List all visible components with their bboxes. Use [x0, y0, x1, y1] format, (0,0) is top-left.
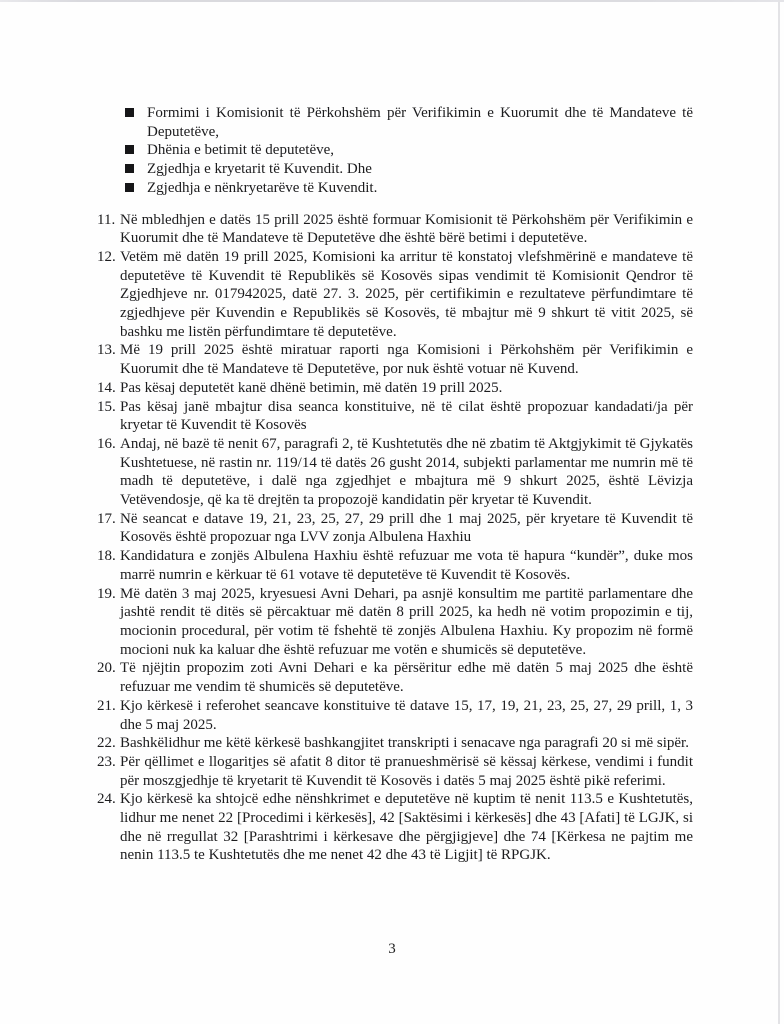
numbered-item-13 — [97, 341, 693, 378]
square-bullet-icon — [125, 179, 147, 192]
numbered-item-20 — [97, 659, 693, 696]
item-text: Vetëm më datën 19 prill 2025, Komisioni ka arritur të konstatoj vlefshmërinë e mandateve të deputetëve të Kuvendit të Republikës së Kosovës sipas vendimit të Komisionit Qendror të Zgjedhjeve nr. 017942025, datë 27. 3. 2025, për certifikimin e rezultateve përfundimtare të zgjedhjeve për Kuvendin e Republikës së Kosovës, të mbajtur më 9 shkurt të vitit 2025, së bashku me listën përfundimtare të deputetëve. — [120, 248, 693, 340]
item-number: 11. — [97, 211, 116, 228]
item-number: 24. — [97, 791, 116, 808]
numbered-item-24 — [97, 790, 693, 865]
numbered-item-15 — [97, 398, 693, 435]
numbered-item-23 — [97, 753, 693, 790]
item-text: Më 19 prill 2025 është miratuar raporti nga Komisioni i Përkohshëm për Verifikimin e Kuorumit dhe të Mandateve të Deputetëve, por nuk është votuar në Kuvend. — [120, 342, 693, 378]
document-content — [97, 104, 693, 865]
numbered-item-22 — [97, 734, 693, 753]
item-number: 18. — [97, 548, 116, 565]
item-text: Andaj, në bazë të nenit 67, paragrafi 2, të Kushtetutës dhe në zbatim të Aktgjykimit të Gjykatës Kushtetuese, në rastin nr. 119/14 të datës 26 gusht 2014, subjekti parlamentar me numrin më të madh të deputetëve, i dalë nga zgjedhjet e mbajtura më 9 shkurt 2025, është Lëvizja Vetëvendosje, që ka të drejtën ta propozojë kandidatin për kryetar të Kuvendit. — [120, 435, 693, 509]
scan-top-edge-line — [0, 0, 784, 2]
numbered-item-18 — [97, 547, 693, 584]
numbered-item-11 — [97, 211, 693, 248]
item-text: Më datën 3 maj 2025, kryesuesi Avni Dehari, pa asnjë konsultim me partitë parlamentare dhe jashtë rendit të ditës së përcaktuar më datën 8 prill 2025, ka hedh në votim propozimin e tij, mocionin procedural, për votim të fshehtë të zonjës Albulena Haxhiu. Ky propozim në formë mocioni nuk ka kaluar dhe është refuzuar me votën e shumicës së deputetëve. — [120, 585, 693, 658]
numbered-item-19 — [97, 585, 693, 660]
square-bullet-icon — [125, 141, 147, 154]
item-number: 15. — [97, 398, 116, 415]
item-text: Në mbledhjen e datës 15 prill 2025 është formuar Komisionit të Përkohshëm për Verifikimin e Kuorumit dhe të Mandateve të Deputetëve dhe është bërë betimi i deputetëve. — [120, 211, 693, 247]
item-number: 20. — [97, 660, 116, 677]
bullet-item — [125, 141, 693, 160]
item-text: Të njëjtin propozim zoti Avni Dehari e ka përsëritur edhe më datën 5 maj 2025 dhe është refuzuar me vendim të shumicës së deputetëve. — [120, 660, 693, 696]
item-number: 14. — [97, 379, 116, 396]
square-bullet-icon — [125, 160, 147, 173]
bullet-text: Zgjedhja e kryetarit të Kuvendit. Dhe — [147, 161, 372, 178]
numbered-item-14 — [97, 379, 693, 398]
item-number: 13. — [97, 342, 116, 359]
item-number: 21. — [97, 697, 116, 714]
item-number: 12. — [97, 248, 116, 265]
item-text: Në seancat e datave 19, 21, 23, 25, 27, 29 prill dhe 1 maj 2025, për kryetare të Kuvendit të Kosovës është propozuar nga LVV zonja Albulena Haxhiu — [120, 510, 693, 546]
numbered-item-17 — [97, 510, 693, 547]
item-text: Bashkëlidhur me këtë kërkesë bashkangjitet transkripti i senacave nga paragrafi 20 si më sipër. — [120, 735, 689, 752]
item-number: 17. — [97, 510, 116, 527]
numbered-item-16 — [97, 435, 693, 510]
bullet-text: Dhënia e betimit të deputetëve, — [147, 142, 335, 159]
item-text: Pas kësaj deputetët kanë dhënë betimin, më datën 19 prill 2025. — [120, 379, 503, 396]
scan-right-edge-line — [778, 0, 780, 1024]
numbered-list — [97, 211, 693, 866]
item-number: 22. — [97, 735, 116, 752]
square-bullet-icon — [125, 104, 147, 117]
bullet-item — [125, 160, 693, 179]
page-number: 3 — [388, 941, 396, 957]
bullet-list — [125, 104, 693, 198]
bullet-item — [125, 179, 693, 198]
item-text: Për qëllimet e llogaritjes së afatit 8 ditor të pranueshmërisë së këssaj kërkese, vendimi i fundit për moszgjedhje të kryetarit të Kuvendit të Kosovës i datës 5 maj 2025 është pikë referimi. — [120, 753, 693, 789]
numbered-item-12 — [97, 248, 693, 342]
item-text: Kjo kërkesë i referohet seancave konstituive të datave 15, 17, 19, 21, 23, 25, 27, 29 prill, 1, 3 dhe 5 maj 2025. — [120, 697, 693, 733]
bullet-text: Formimi i Komisionit të Përkohshëm për Verifikimin e Kuorumit dhe të Mandateve të Deputetëve, — [147, 105, 693, 140]
item-text: Pas kësaj janë mbajtur disa seanca konstituive, në të cilat është propozuar kandadati/ja për kryetar të Kuvendit të Kosovës — [120, 398, 693, 434]
numbered-item-21 — [97, 697, 693, 734]
bullet-text: Zgjedhja e nënkryetarëve të Kuvendit. — [147, 179, 378, 196]
item-text: Kandidatura e zonjës Albulena Haxhiu është refuzuar me vota të hapura “kundër”, duke mos marrë numrin e kërkuar të 61 votave të deputetëve të Kuvendit të Kosovës. — [120, 548, 693, 583]
item-number: 19. — [97, 585, 116, 602]
bullet-item — [125, 104, 693, 141]
item-number: 23. — [97, 753, 116, 770]
item-number: 16. — [97, 435, 116, 452]
item-text: Kjo kërkesë ka shtojcë edhe nënshkrimet e deputetëve në kuptim të nenit 113.5 e Kushtetutës, lidhur me nenet 22 [Procedimi i kërkesës], 42 [Saktësimi i kërkesës] dhe 43 [Afati] të LGJK, si dhe në rregullat 32 [Parashtrimi i kërkesave dhe përgjigjeve] dhe 74 [Kërkesa ne pajtim me nenin 113.5 te Kushtetutës dhe me nenet 42 dhe 43 të Ligjit] të RPGJK. — [120, 791, 693, 864]
